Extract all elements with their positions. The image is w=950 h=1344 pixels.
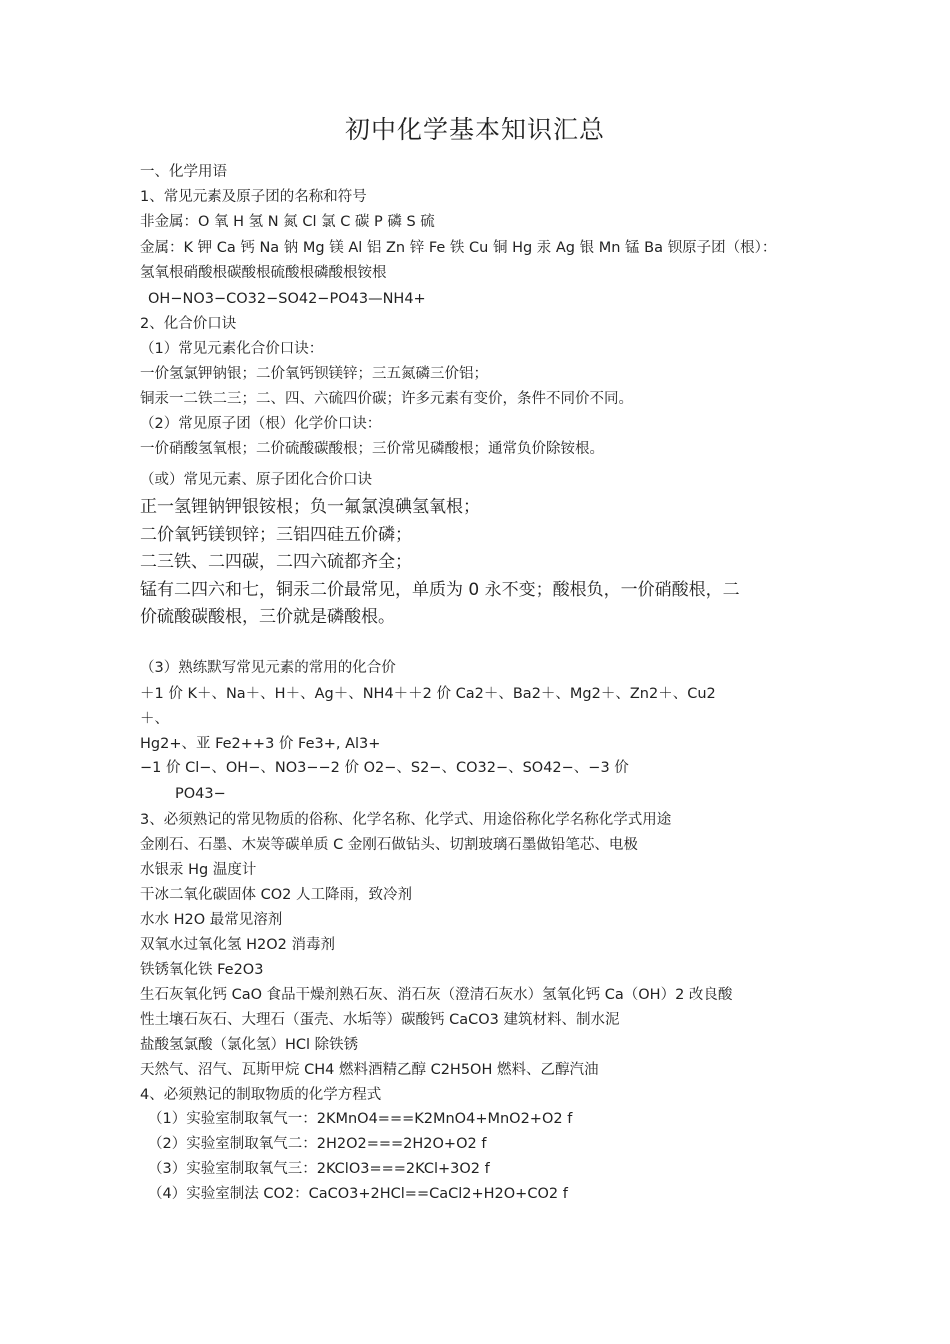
equation-line: （4）实验室制法 CO2：CaCO3+2HCl==CaCl2+H2O+CO2 f xyxy=(148,1186,568,1202)
text-line: ＋1 价 K＋、Na＋、H＋、Ag＋、NH4＋＋2 价 Ca2＋、Ba2＋、Mg2＋、Zn2＋、Cu2 xyxy=(140,686,716,702)
text-line: 氢氧根硝酸根碳酸根硫酸根磷酸根铵根 xyxy=(140,265,387,281)
subsection-heading: 3、必须熟记的常见物质的俗称、化学名称、化学式、用途俗称化学名称化学式用途 xyxy=(140,812,672,828)
text-line: 二价氧钙镁钡锌；三铝四硅五价磷； xyxy=(140,525,412,545)
section-heading: 一、化学用语 xyxy=(140,164,227,180)
text-line: 天然气、沼气、瓦斯甲烷 CH4 燃料酒精乙醇 C2H5OH 燃料、乙醇汽油 xyxy=(140,1062,599,1078)
text-line: 锰有二四六和七，铜汞二价最常见，单质为 0 永不变；酸根负，一价硝酸根，二 xyxy=(140,580,740,600)
text-line: PO43− xyxy=(175,786,226,802)
text-line: 盐酸氢氯酸（氯化氢）HCl 除铁锈 xyxy=(140,1037,359,1053)
text-line: −1 价 Cl−、OH−、NO3−−2 价 O2−、S2−、CO32−、SO42−、−3 价 xyxy=(140,760,629,776)
text-line: （2）常见原子团（根）化学价口诀： xyxy=(140,416,382,432)
text-line: 一价硝酸氢氧根；二价硫酸碳酸根；三价常见磷酸根；通常负价除铵根。 xyxy=(140,441,604,457)
text-line: Hg2+、亚 Fe2++3 价 Fe3+, Al3+ xyxy=(140,736,381,752)
text-line: 干冰二氧化碳固体 CO2 人工降雨，致冷剂 xyxy=(140,887,412,903)
equation-line: （1）实验室制取氧气一：2KMnO4===K2MnO4+MnO2+O2 f xyxy=(148,1111,573,1127)
text-line: ＋、 xyxy=(140,711,169,727)
text-line: （3）熟练默写常见元素的常用的化合价 xyxy=(140,660,396,676)
equation-line: （3）实验室制取氧气三：2KClO3===2KCl+3O2 f xyxy=(148,1161,490,1177)
text-line: （或）常见元素、原子团化合价口诀 xyxy=(140,472,372,488)
document-title: 初中化学基本知识汇总 xyxy=(344,115,605,144)
text-line: 双氧水过氧化氢 H2O2 消毒剂 xyxy=(140,937,335,953)
text-line: 性土壤石灰石、大理石（蛋壳、水垢等）碳酸钙 CaCO3 建筑材料、制水泥 xyxy=(140,1012,620,1028)
text-line: 正一氢锂钠钾银铵根；负一氟氯溴碘氢氧根； xyxy=(140,497,480,517)
text-line: 金属：K 钾 Ca 钙 Na 钠 Mg 镁 Al 铝 Zn 锌 Fe 铁 Cu 铜 Hg 汞 Ag 银 Mn 锰 Ba 钡原子团（根）： xyxy=(140,240,777,256)
text-line: 水水 H2O 最常见溶剂 xyxy=(140,912,283,928)
subsection-heading: 4、必须熟记的制取物质的化学方程式 xyxy=(140,1087,382,1103)
text-line: 二三铁、二四碳，二四六硫都齐全； xyxy=(140,552,412,572)
text-line: 一价氢氯钾钠银；二价氧钙钡镁锌；三五氮磷三价铝； xyxy=(140,366,488,382)
text-line: 铁锈氧化铁 Fe2O3 xyxy=(140,962,264,978)
text-line: 生石灰氧化钙 CaO 食品干燥剂熟石灰、消石灰（澄清石灰水）氢氧化钙 Ca（OH）2 改良酸 xyxy=(140,987,733,1003)
text-line: 铜汞一二铁二三；二、四、六硫四价碳；许多元素有变价，条件不同价不同。 xyxy=(140,391,633,407)
text-line: 价硫酸碳酸根，三价就是磷酸根。 xyxy=(140,607,395,627)
text-line: （1）常见元素化合价口诀： xyxy=(140,341,324,357)
text-line: 非金属：O 氧 H 氢 N 氮 Cl 氯 C 碳 P 磷 S 硫 xyxy=(140,214,435,230)
text-line: 水银汞 Hg 温度计 xyxy=(140,862,257,878)
text-line: OH−NO3−CO32−SO42−PO43—NH4+ xyxy=(148,291,426,307)
subsection-heading: 1、常见元素及原子团的名称和符号 xyxy=(140,189,367,205)
text-line: 金刚石、石墨、木炭等碳单质 C 金刚石做钻头、切割玻璃石墨做铅笔芯、电极 xyxy=(140,837,638,853)
equation-line: （2）实验室制取氧气二：2H2O2===2H2O+O2 f xyxy=(148,1136,487,1152)
subsection-heading: 2、化合价口诀 xyxy=(140,316,237,332)
